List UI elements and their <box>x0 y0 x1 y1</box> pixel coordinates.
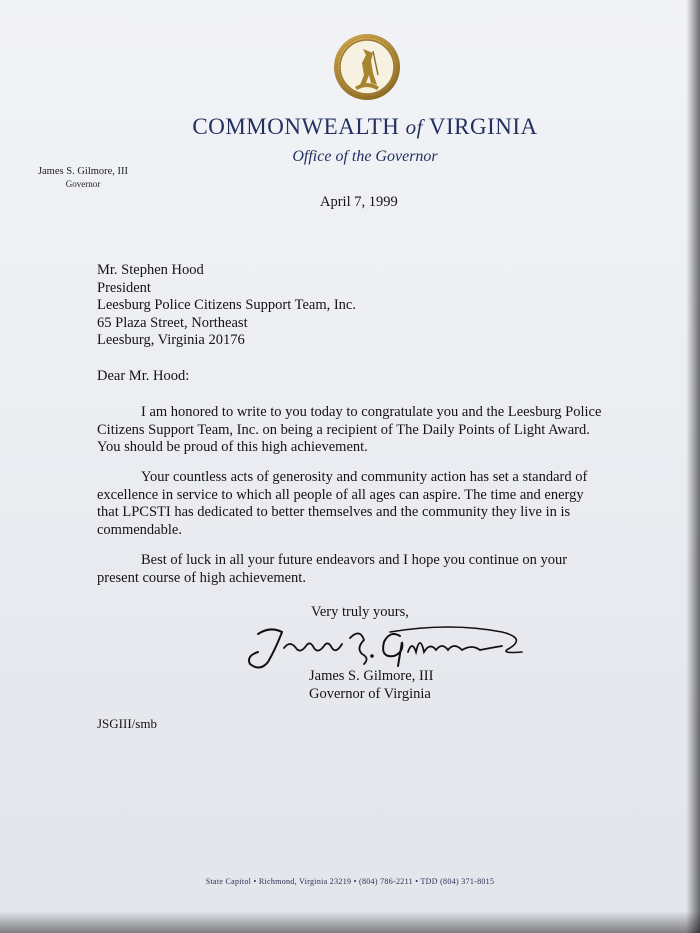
paragraph-line: commendable. <box>97 521 182 538</box>
body-paragraph-3 <box>97 552 612 587</box>
letterhead-title <box>150 114 580 140</box>
paragraph-line: Best of luck in all your future endeavors and I hope you continue on your <box>141 552 568 568</box>
salutation: Dear Mr. Hood: <box>97 368 190 384</box>
photo-edge-shadow <box>686 0 700 933</box>
governor-name: James S. Gilmore, III <box>37 166 129 177</box>
paragraph-line: Citizens Support Team, Inc. on being a recipient of The Daily Points of Light Award. <box>97 421 590 438</box>
letter-date: April 7, 1999 <box>320 194 398 210</box>
address-line: 65 Plaza Street, Northeast <box>97 314 248 331</box>
signer-name: James S. Gilmore, III <box>309 668 434 684</box>
recipient-address <box>97 262 356 350</box>
typist-initials: JSGIII/smb <box>97 716 157 731</box>
paragraph-line: excellence in service to which all people of all ages can aspire. The time and energy <box>97 486 584 503</box>
signer-title: Governor of Virginia <box>309 685 431 702</box>
paragraph-line: that LPCSTI has dedicated to better themselves and the community they live in is <box>97 504 571 520</box>
closing: Very truly yours, <box>311 604 409 620</box>
title-end: VIRGINIA <box>423 114 538 139</box>
letterhead-footer: State Capitol • Richmond, Virginia 23219 • (804) 786-2211 • TDD (804) 371-8015 <box>205 877 495 886</box>
address-line: Leesburg Police Citizens Support Team, Inc. <box>97 297 356 313</box>
address-line: Mr. Stephen Hood <box>97 262 204 278</box>
body-paragraph-2 <box>97 469 612 539</box>
address-line: Leesburg, Virginia 20176 <box>97 332 245 348</box>
title-main: COMMONWEALTH <box>192 114 406 139</box>
signer-block <box>309 668 433 703</box>
paragraph-line: I am honored to write to you today to congratulate you and the Leesburg Police <box>141 404 602 420</box>
governor-title: Governor <box>65 179 101 189</box>
paragraph-line: present course of high achievement. <box>97 569 306 586</box>
governor-block <box>18 166 148 190</box>
title-of: of <box>405 115 424 139</box>
body-paragraph-1 <box>97 404 612 457</box>
virginia-seal-icon <box>333 33 401 101</box>
address-line: President <box>97 279 151 296</box>
photo-bottom-shadow <box>0 911 700 933</box>
paragraph-line: You should be proud of this high achievement. <box>97 439 368 455</box>
paragraph-line: Your countless acts of generosity and community action has set a standard of <box>141 469 588 485</box>
letterhead-office: Office of the Governor <box>292 148 438 165</box>
